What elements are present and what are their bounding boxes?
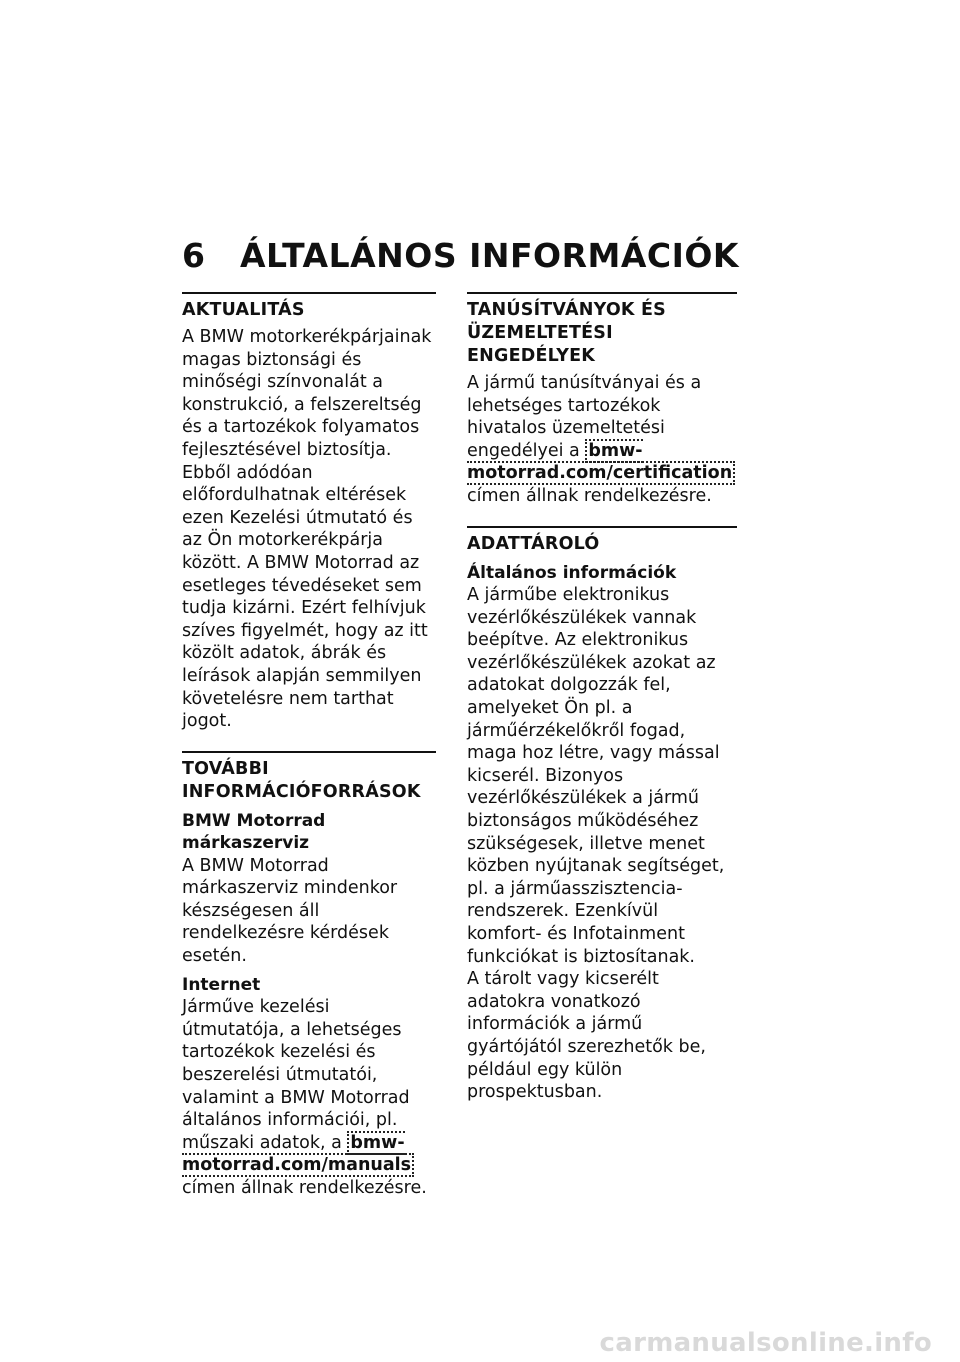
section-adattarolo [467, 526, 737, 1104]
markaszerviz-paragraph: A BMW Motorrad márkaszerviz mindenkor készségesen áll rendelkezésre kérdések esetén. [182, 855, 398, 967]
internet-text-before: Járműve kezelési útmutatója, a lehetséges tartozékok kezelési és beszerelési útmutatói, valamint a BMW Motorrad általános információi, pl. műszaki adatok, a [182, 997, 410, 1153]
section-heading-aktualitas: AKTUALITÁS [182, 300, 305, 320]
subheading-internet: Internet [182, 974, 261, 995]
internet-text-after: címen állnak rendelkezésre. [182, 1177, 427, 1198]
left-column [182, 292, 436, 1218]
chapter-number: 6 [182, 236, 206, 275]
aktualitas-paragraph: A BMW motorkerékpárjainak magas biztonsági és minőségi színvonalát a konstrukció, a felszereltség és a tartozékok folyamatos fejlesztésével biztosítja. Ebből adódóan előfordulhatnak eltérések ezen Kezelési útmutató és az Ön motorkerékpárja között. A BMW Motorrad az esetleges tévedéseket sem tudja kizárni. Ezért felhívjuk szíves figyelmét, hogy az itt közölt adatok, ábrák és leírások alapján semmilyen követelésre nem tarthat jogot. [182, 327, 432, 732]
section-heading-tanusitvanyok: TANÚSÍTVÁNYOK ÉS ÜZEMELTETÉSI ENGEDÉLYEK [467, 300, 666, 366]
watermark-text: carmanualsonline.info [599, 1328, 932, 1358]
tanusitvanyok-paragraph [467, 372, 737, 508]
tanusitvanyok-text-before: A jármű tanúsítványai és a lehetséges tartozékok hivatalos üzemeltetési engedélyei a [467, 373, 702, 461]
right-column [467, 292, 737, 1122]
section-tovabbi-informacioforrasok [182, 751, 436, 1200]
certification-link[interactable]: bmw-motorrad.com/certification [467, 439, 735, 486]
manuals-link[interactable]: bmw-motorrad.com/manuals [182, 1131, 414, 1178]
chapter-title-text: ÁLTALÁNOS INFORMÁCIÓK [240, 236, 739, 275]
tanusitvanyok-text-after: címen állnak rendelkezésre. [467, 485, 712, 506]
subheading-markaszerviz: BMW Motorrad márkaszerviz [182, 810, 326, 854]
section-tanusitvanyok [467, 292, 737, 508]
adattarolo-paragraph-2: A tárolt vagy kicserélt adatokra vonatkozó információk a jármű gyártójától szerezhetők be, például egy külön prospektusban. [467, 969, 706, 1103]
section-aktualitas [182, 292, 436, 733]
section-heading-adattarolo: ADATTÁROLÓ [467, 533, 600, 554]
internet-paragraph [182, 996, 436, 1199]
adattarolo-paragraph-1: A járműbe elektronikus vezérlőkészülékek vannak beépítve. Az elektronikus vezérlőkészülékek azokat az adatokat dolgozzák fel, amelyeket Ön pl. a járműérzékelőkről fogad, maga hoz létre, vagy mással kicserél. Bizonyos vezérlőkészülékek a jármű biztonságos működéséhez szükségesek, illetve menet közben nyújtanak segítséget, pl. a járműasszisztencia-rendszerek. Ezenkívül komfort- és Infotainment funkciókat is biztosítanak. [467, 585, 725, 967]
chapter-title [182, 236, 739, 275]
subheading-altalanos-informaciok: Általános információk [467, 562, 677, 583]
section-heading-tovabbi: TOVÁBBI INFORMÁCIÓFORRÁSOK [182, 758, 421, 802]
